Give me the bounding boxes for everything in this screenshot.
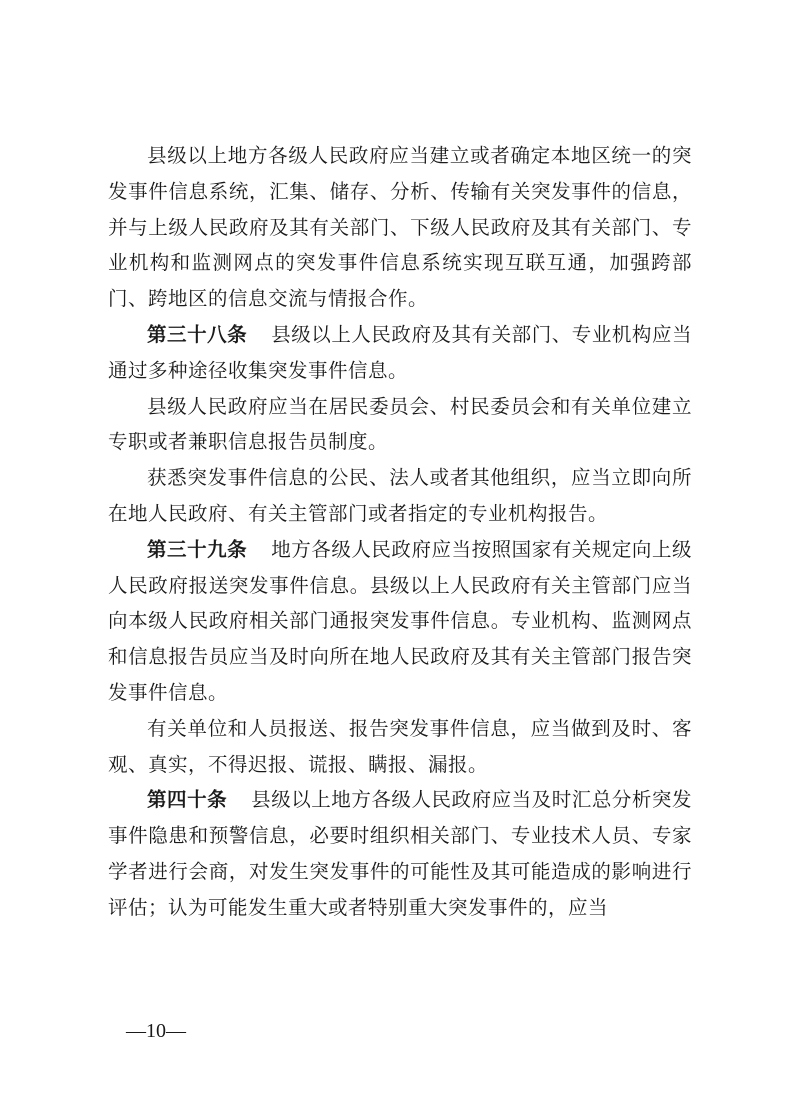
document-body — [108, 138, 692, 926]
article-number-38: 第三十八条 — [147, 322, 248, 346]
page-number: —10— — [126, 1020, 186, 1042]
paragraph-4-text: 获悉突发事件信息的公民、法人或者其他组织，应当立即向所在地人民政府、有关主管部门或者指定的专业机构报告。 — [108, 466, 692, 525]
paragraph-3 — [108, 389, 692, 461]
paragraph-4 — [108, 460, 692, 532]
article-40-text: 县级以上地方各级人民政府应当及时汇总分析突发事件隐患和预警信息，必要时组织相关部门、专业技术人员、专家学者进行会商，对发生突发事件的可能性及其可能造成的影响进行评估；认为可能发生重大或者特别重大突发事件的，应当 — [108, 788, 692, 919]
article-number-40: 第四十条 — [147, 788, 228, 812]
paragraph-article-38 — [108, 317, 692, 389]
paragraph-3-text: 县级人民政府应当在居民委员会、村民委员会和有关单位建立专职或者兼职信息报告员制度。 — [108, 394, 692, 454]
paragraph-1-text: 县级以上地方各级人民政府应当建立或者确定本地区统一的突发事件信息系统，汇集、储存、分析、传输有关突发事件的信息，并与上级人民政府及其有关部门、下级人民政府及其有关部门、专业机构和监测网点的突发事件信息系统实现互联互通，加强跨部门、跨地区的信息交流与情报合作。 — [108, 144, 692, 311]
paragraph-6-text: 有关单位和人员报送、报告突发事件信息，应当做到及时、客观、真实，不得迟报、谎报、瞒报、漏报。 — [108, 716, 692, 776]
paragraph-1 — [108, 138, 692, 317]
paragraph-article-40 — [108, 782, 692, 925]
paragraph-article-39 — [108, 532, 692, 711]
paragraph-6 — [108, 711, 692, 783]
article-39-text: 地方各级人民政府应当按照国家有关规定向上级人民政府报送突发事件信息。县级以上人民政府有关主管部门应当向本级人民政府相关部门通报突发事件信息。专业机构、监测网点和信息报告员应当及时向所在地人民政府及其有关主管部门报告突发事件信息。 — [108, 537, 692, 704]
article-38-text: 县级以上人民政府及其有关部门、专业机构应当通过多种途径收集突发事件信息。 — [108, 322, 692, 382]
article-number-39: 第三十九条 — [147, 537, 248, 561]
